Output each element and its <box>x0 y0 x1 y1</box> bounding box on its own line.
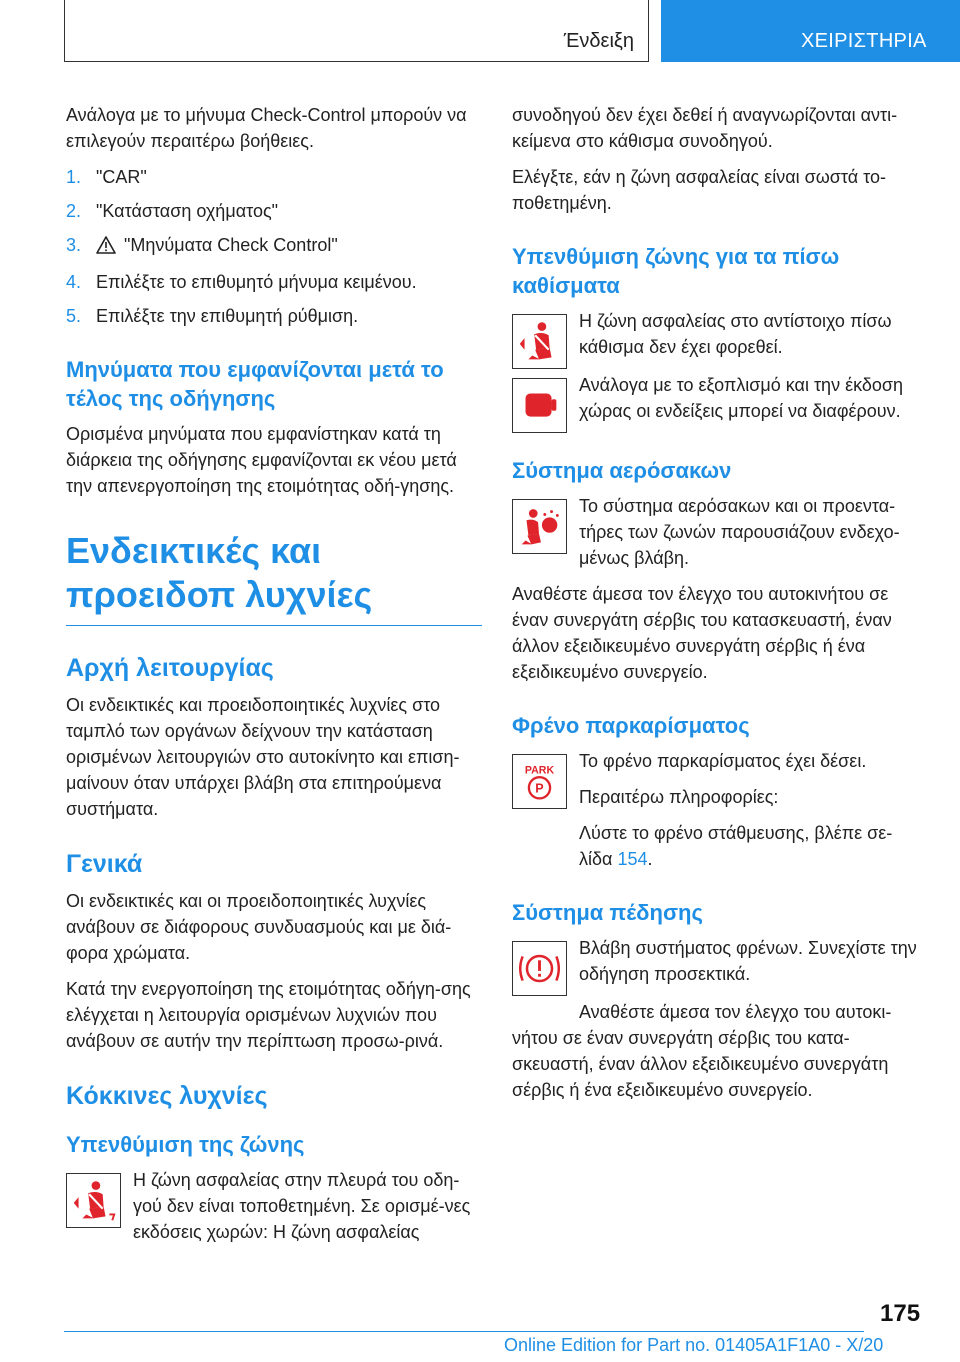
parking-brake-heading: Φρένο παρκαρίσματος <box>512 713 750 738</box>
footer-rule <box>64 1331 864 1332</box>
parking-brake-paragraph-2: Περαιτέρω πληροφορίες: <box>579 787 779 807</box>
lamps-section-title: Ενδεικτικές και προειδοπ λυχνίες <box>66 529 482 626</box>
rear-belt-row <box>512 308 924 366</box>
page-number: 175 <box>880 1300 921 1327</box>
belt-reminder-row <box>66 1167 482 1245</box>
airbag-heading: Σύστημα αερόσακων <box>512 458 732 483</box>
parking-brake-paragraph-1: Το φρένο παρκαρίσματος έχει δέσει. <box>579 751 867 771</box>
airbag-paragraph-2: Αναθέστε άμεσα τον έλεγχο του αυτοκινήτου σε έναν συνεργάτη σέρβις του κατασκευαστή, έναν άλλον εξειδικευμένο συνεργάτη σέρβις ή ένα εξειδικευμένο συνεργείο. <box>512 584 892 682</box>
brake-system-row <box>512 935 924 993</box>
steps-list <box>66 164 482 329</box>
brake-system-paragraph-2 <box>512 999 924 1103</box>
rear-seatbelt-warning-icon <box>512 314 567 369</box>
airbag-warning-icon <box>512 499 567 554</box>
left-column <box>66 102 482 1255</box>
step-number: 5. <box>66 306 82 326</box>
rear-belt-variant-row <box>512 372 924 430</box>
header-section-box <box>64 0 649 62</box>
page-154-link[interactable]: 154 <box>617 849 648 869</box>
rear-belt-paragraph-2: Ανάλογα με το εξοπλισμό και την έκδοση χώρας οι ενδείξεις μπορεί να διαφέρουν. <box>579 375 904 421</box>
brake-system-paragraph-2-text: Αναθέστε άμεσα τον έλεγχο του αυτοκι-νήτου σε έναν συνεργάτη σέρβις του κατα-σκευαστή, έναν άλλον εξειδικευμένο συνεργάτη σέρβις ή ένα εξειδικευμένο συνεργείο. <box>512 1002 892 1100</box>
rear-belt-paragraph-1: Η ζώνη ασφαλείας στο αντίστοιχο πίσω κάθισμα δεν έχει φορεθεί. <box>579 311 892 357</box>
step-item <box>66 198 482 224</box>
step-number: 3. <box>66 235 82 255</box>
step-number: 2. <box>66 201 82 221</box>
step-item <box>66 232 482 261</box>
step-item <box>66 164 482 190</box>
parking-brake-icon <box>512 754 567 809</box>
belt-reminder-heading: Υπενθύμιση της ζώνης <box>66 1132 305 1157</box>
after-drive-heading: Μηνύματα που εμφανίζονται μετά το τέλος της οδήγησης <box>66 357 444 411</box>
belt-check-paragraph: Ελέγξτε, εάν η ζώνη ασφαλείας είναι σωστά το-ποθετημένη. <box>512 167 886 213</box>
step-item <box>66 269 482 295</box>
intro-paragraph: Ανάλογα με το μήνυμα Check-Control μπορούν να επιλεγούν περαιτέρω βοήθειες. <box>66 105 467 151</box>
step-text: "Κατάσταση οχήματος" <box>96 201 279 221</box>
parking-brake-paragraph-3 <box>512 820 924 872</box>
step-text: "CAR" <box>96 167 147 187</box>
header-chapter-title: ΧΕΙΡΙΣΤΗΡΙΑ <box>801 30 927 52</box>
parking-brake-see-page: Λύστε το φρένο στάθμευσης, βλέπε σε-λίδα <box>579 823 893 869</box>
brake-warning-icon <box>512 941 567 996</box>
brake-system-paragraph-1: Βλάβη συστήματος φρένων. Συνεχίστε την οδήγηση προσεκτικά. <box>579 938 917 984</box>
park-icon-label: PARK <box>524 764 555 777</box>
step-text: Επιλέξτε την επιθυμητή ρύθμιση. <box>96 306 359 326</box>
step-text: "Μηνύματα Check Control" <box>124 235 338 255</box>
header-section-title: Ένδειξη <box>563 30 634 52</box>
airbag-paragraph-1: Το σύστημα αερόσακων και οι προεντα-τήρες των ζωνών παρουσιάζουν ενδεχο-μένως βλάβη. <box>579 496 900 568</box>
warning-triangle-icon <box>96 235 116 261</box>
footer-edition: Online Edition for Part no. 01405A1F1A0 - X/20 <box>504 1335 884 1355</box>
right-column <box>512 102 924 1113</box>
general-paragraph-2: Κατά την ενεργοποίηση της ετοιμότητας οδήγη-σης ελέγχεται η λειτουργία ορισμένων λυχνιών που ανάβουν σε αυτήν την περίπτωση προσω-ρινά. <box>66 979 471 1051</box>
principle-heading: Αρχή λειτουργίας <box>66 654 274 682</box>
brake-system-heading: Σύστημα πέδησης <box>512 900 703 925</box>
parking-brake-period: . <box>647 849 653 869</box>
general-heading: Γενικά <box>66 850 143 878</box>
general-paragraph-1: Οι ενδεικτικές και οι προειδοποιητικές λυχνίες ανάβουν σε διάφορους συνδυασμούς και με διά-φορα χρώματα. <box>66 891 452 963</box>
seatbelt-warning-icon <box>66 1173 121 1228</box>
rear-belt-heading: Υπενθύμιση ζώνης για τα πίσω καθίσματα <box>512 244 840 298</box>
airbag-row <box>512 493 924 571</box>
belt-continued-paragraph: συνοδηγού δεν έχει δεθεί ή αναγνωρίζονται αντι-κείμενα στο κάθισμα συνοδηγού. <box>512 105 898 151</box>
park-icon-letter: P <box>535 781 544 796</box>
step-number: 4. <box>66 272 82 292</box>
header-chapter-box <box>661 0 960 62</box>
belt-reminder-paragraph: Η ζώνη ασφαλείας στην πλευρά του οδη-γού δεν είναι τοποθετημένη. Σε ορισμέ-νες εκδόσεις χωρών: Η ζώνη ασφαλείας <box>133 1170 471 1242</box>
after-drive-paragraph: Ορισμένα μηνύματα που εμφανίστηκαν κατά τη διάρκεια της οδήγησης εμφανίζονται εκ νέου μετά την απενεργοποίηση της ετοιμότητας οδή-γησης. <box>66 424 457 496</box>
parking-brake-row <box>512 748 924 810</box>
step-item <box>66 303 482 329</box>
step-text: Επιλέξτε το επιθυμητό μήνυμα κειμένου. <box>96 272 417 292</box>
step-number: 1. <box>66 167 82 187</box>
rear-seat-indicator-icon <box>512 378 567 433</box>
principle-paragraph: Οι ενδεικτικές και προειδοποιητικές λυχνίες στο ταμπλό των οργάνων δείχνουν την κατάσταση ορισμένων λειτουργιών στο αυτοκίνητο και επιση-μαίνουν όταν υπάρχει βλάβη στα επιτηρούμενα συστήματα. <box>66 695 460 819</box>
red-lamps-heading: Κόκκινες λυχνίες <box>66 1082 268 1110</box>
